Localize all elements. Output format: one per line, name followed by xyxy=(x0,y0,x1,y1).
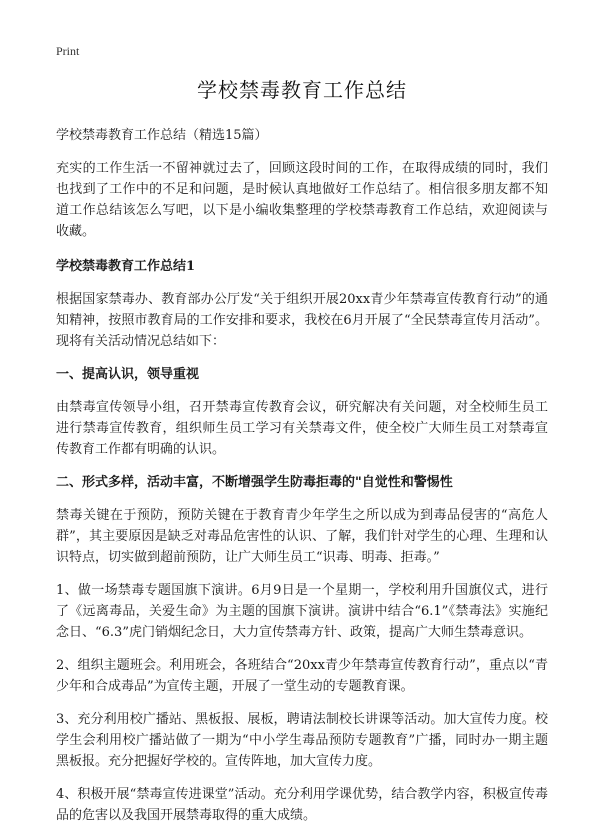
section-paragraph-2: 由禁毒宣传领导小组，召开禁毒宣传教育会议，研究解决有关问题，对全校师生员工进行禁毒宣传教育，组织师生员工学习有关禁毒文件，使全校广大师生员工对禁毒宣传教育工作都有明确的认识。 xyxy=(56,400,548,457)
section-heading: 学校禁毒教育工作总结1 xyxy=(56,259,196,274)
section-paragraph-6: 3、充分利用校广播站、黑板报、展板，聘请法制校长讲课等活动。加大宣传力度。校学生会利用校广播站做了一期为“中小学生毒品预防专题教育”广播，同时办一期主题黑板报。充分把握好学校的。宣传阵地，加大宣传力度。 xyxy=(56,712,548,769)
section-paragraph-4: 1、做一场禁毒专题国旗下演讲。6月9日是一个星期一，学校利用升国旗仪式，进行了《远离毒品，关爱生命》为主题的国旗下演讲。演讲中结合“6.1”《禁毒法》实施纪念日、“6.3”虎门销烟纪念日，大力宣传禁毒方针、政策，提高广大师生禁毒意识。 xyxy=(56,583,548,640)
section-paragraph-5: 2、组织主题班会。利用班会，各班结合“20xx青少年禁毒宣传教育行动”，重点以“青少年和合成毒品”为宣传主题，开展了一堂生动的专题教育课。 xyxy=(56,658,548,694)
subsection-heading-2: 二、形式多样，活动丰富，不断增强学生防毒拒毒的"自觉性和警惕性 xyxy=(56,475,453,490)
document-subtitle: 学校禁毒教育工作总结（精选15篇） xyxy=(56,128,268,143)
subsection-heading-1: 一、提高认识，领导重视 xyxy=(56,367,200,382)
section-paragraph-3: 禁毒关键在于预防，预防关键在于教育青少年学生之所以成为到毒品侵害的“高危人群”，其主要原因是缺乏对毒品危害性的认识、了解，我们针对学生的心理、生理和认识特点，切实做到超前预防，让广大师生员工“识毒、明毒、拒毒。” xyxy=(56,508,548,565)
section-paragraph-7: 4、积极开展“禁毒宣传进课堂”活动。充分利用学课优势，结合教学内容，积极宣传毒品的危害以及我国开展禁毒取得的重大成绩。 xyxy=(56,787,548,823)
print-link[interactable]: Print xyxy=(56,44,80,58)
document-body xyxy=(56,74,548,838)
section-paragraph-1: 根据国家禁毒办、教育部办公厅发“关于组织开展20xx青少年禁毒宣传教育行动”的通知精神，按照市教育局的工作安排和要求，我校在6月开展了“全民禁毒宣传月活动”。现将有关活动情况总结如下： xyxy=(56,292,548,349)
intro-paragraph: 充实的工作生活一不留神就过去了，回顾这段时间的工作，在取得成绩的同时，我们也找到了工作中的不足和问题，是时候认真地做好工作总结了。相信很多朋友都不知道工作总结该怎么写吧，以下是小编收集整理的学校禁毒教育工作总结，欢迎阅读与收藏。 xyxy=(56,161,548,239)
page-title: 学校禁毒教育工作总结 xyxy=(197,78,407,102)
